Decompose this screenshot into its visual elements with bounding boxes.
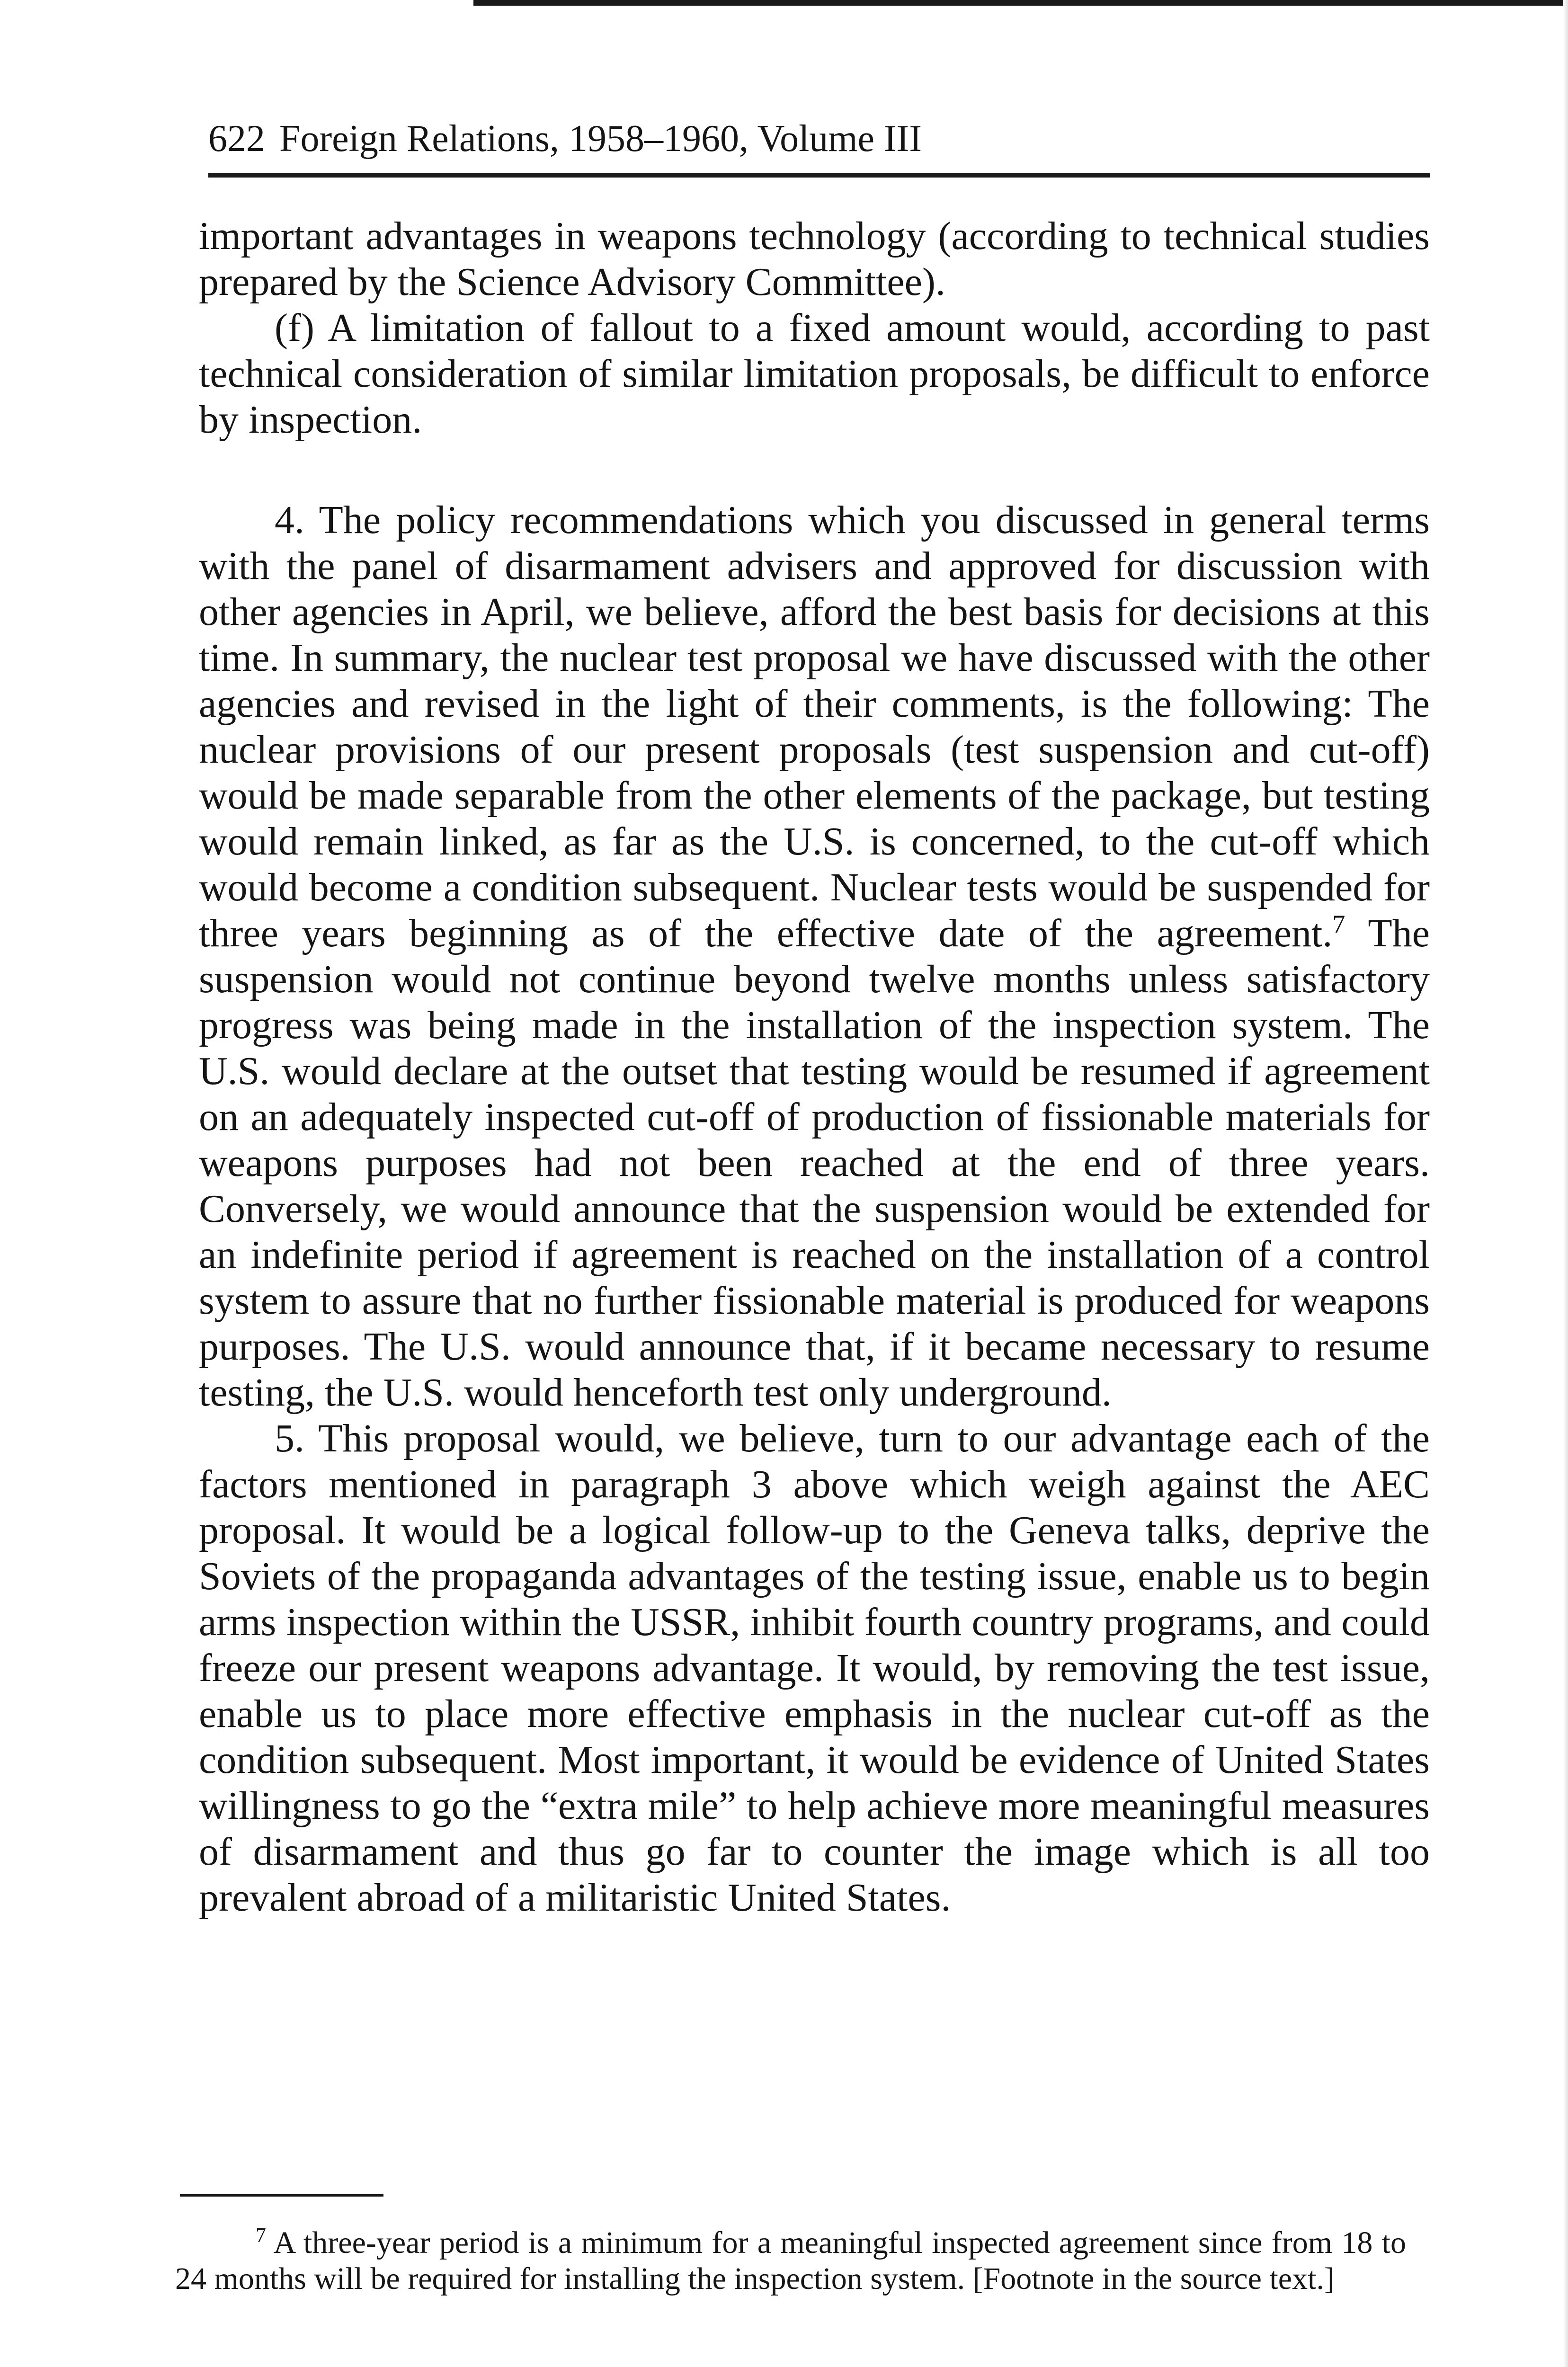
scan-edge-top (473, 0, 1568, 6)
paragraph-4-text-a: 4. The policy recommendations which you discussed in general terms with the panel of disarmament advisers and approved for discussion with other agencies in April, we believe, afford the best basis for decisions at this time. In summary, the nuclear test proposal we have discussed with the other agencies and revised in the light of their comments, is the following: The nuclear provisions of our present proposals (test suspension and cut-off) would be made separable from the other elements of the package, but testing would remain linked, as far as the U.S. is concerned, to the cut-off which would become a condition subsequent. Nuclear tests would be suspended for three years beginning as of the effective date of the agreement. (199, 498, 1430, 955)
scan-edge-right (1563, 0, 1568, 2367)
footnote-marker: 7 (256, 2224, 266, 2247)
footnote-divider (180, 2194, 383, 2197)
running-head (208, 113, 1430, 178)
body-text (199, 213, 1430, 1921)
page-number: 622 (208, 118, 265, 160)
footnote-text: A three-year period is a minimum for a meaningful inspected agreement since from 18 to 24 months will be required for installing the inspection system. [Footnote in the source text.] (175, 2225, 1406, 2296)
footnote-reference[interactable]: 7 (1332, 910, 1345, 938)
paragraph-4 (199, 497, 1430, 1415)
paragraph-5: 5. This proposal would, we believe, turn to our advantage each of the factors mentioned in paragraph 3 above which weigh against the AEC proposal. It would be a logical follow-up to the Geneva talks, deprive the Soviets of the propaganda advantages of the testing issue, enable us to begin arms inspection within the USSR, inhibit fourth country programs, and could freeze our present weapons advantage. It would, by removing the test issue, enable us to place more effective emphasis in the nuclear cut-off as the condition subsequent. Most important, it would be evidence of United States willingness to go the “extra mile” to help achieve more meaningful measures of disarmament and thus go far to counter the image which is all too prevalent abroad of a militaristic United States. (199, 1416, 1430, 1920)
paragraph-f: (f) A limitation of fallout to a fixed amount would, according to past technical consideration of similar limitation proposals, be difficult to enforce by inspection. (199, 306, 1430, 442)
footnote (175, 2225, 1406, 2297)
running-title: Foreign Relations, 1958–1960, Volume III (279, 118, 922, 160)
paragraph-continued: important advantages in weapons technology (according to technical studies prepared by the Science Advisory Committee). (199, 214, 1430, 304)
paragraph-4-text-b: The suspension would not continue beyond twelve months unless satisfactory progress was being made in the installation of the inspection system. The U.S. would declare at the outset that testing would be resumed if agreement on an adequately inspected cut-off of production of fissionable materials for weapons purposes had not been reached at the end of three years. Conversely, we would announce that the suspension would be extended for an indefinite period if agreement is reached on the installation of a control system to assure that no further fissionable material is produced for weapons purposes. The U.S. would announce that, if it became necessary to resume testing, the U.S. would henceforth test only underground. (199, 911, 1430, 1415)
